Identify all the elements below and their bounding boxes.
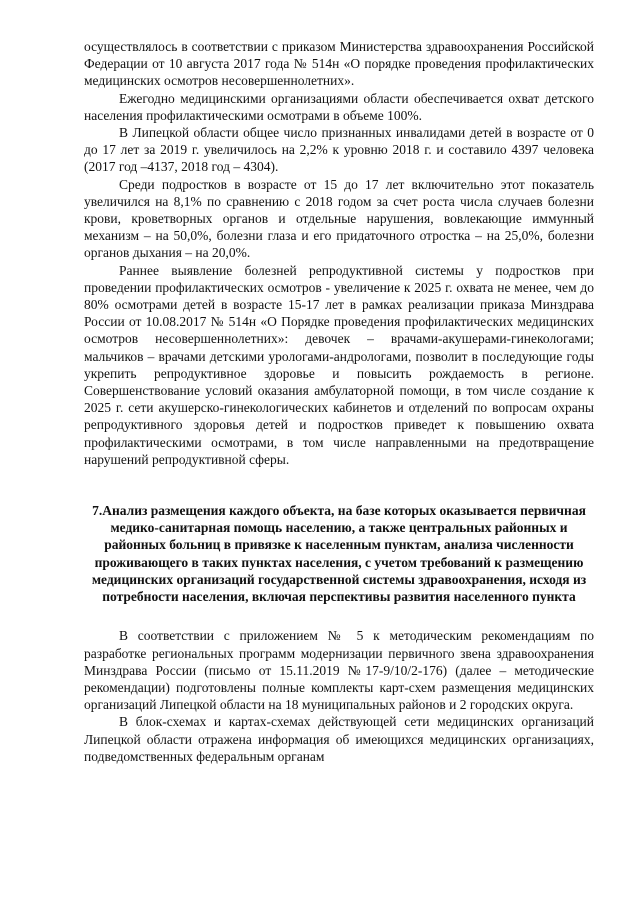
paragraph-methodology: В соответствии с приложением № 5 к методическим рекомендациям по разработке региональных программ модернизации первичного звена здравоохранения Минздрава России (письмо от 15.11.2019 №17-9/10/2-176) (далее – методические рекомендации) подготовлены полные комплекты карт-схем размещения медицинских организаций Липецкой области на 18 муниципальных районов и 2 городских округа. [84, 628, 594, 713]
section-heading: 7.Анализ размещения каждого объекта, на базе которых оказывается первичная медико-санитарная помощь населению, а также центральных районных и районных больниц в привязке к населенным пунктам, анализа численности проживающего в таких пунктах населения, с учетом требований к размещению медицинских организаций государственной системы здравоохранения, исходя из потребности населения, включая перспективы развития населенного пункта [91, 503, 587, 605]
paragraph-coverage: Ежегодно медицинскими организациями области обеспечивается охват детского населения профилактическими осмотрами в объеме 100%. [84, 90, 594, 123]
paragraph-block-diagrams: В блок-схемах и картах-схемах действующей сети медицинских организаций Липецкой области отражена информация об имеющихся медицинских организациях, подведомственных федеральным органам [84, 714, 594, 764]
paragraph-disabled-children: В Липецкой области общее число признанных инвалидами детей в возрасте от 0 до 17 лет за 2019 г. увеличилось на 2,2% к уровню 2018 г. и составило 4397 человека (2017 год –4137, 2018 год – 4304). [84, 125, 594, 175]
document-page [84, 38, 594, 765]
paragraph-continuation: осуществлялось в соответствии с приказом Министерства здравоохранения Российской Федерации от 10 августа 2017 года № 514н «О порядке проведения профилактических медицинских осмотров несовершеннолетних». [84, 39, 594, 89]
paragraph-adolescents: Среди подростков в возрасте от 15 до 17 лет включительно этот показатель увеличился на 8,1% по сравнению с 2018 годом за счет роста числа случаев болезни крови, кроветворных органов и отдельные нарушения, вовлекающие иммунный механизм – на 50,0%, болезни глаза и его придаточного отростка – на 25,0%, болезни органов дыхания – на 20,0%. [84, 176, 594, 261]
paragraph-reproductive-health: Раннее выявление болезней репродуктивной системы у подростков при проведении профилактических осмотров - увеличение к 2025 г. охвата не менее, чем до 80% осмотрами детей в возрасте 15-17 лет в рамках реализации приказа Минздрава России от 10.08.2017 № 514н «О Порядке проведения профилактических медицинских осмотров несовершеннолетних»: девочек – врачами-акушерами-гинекологами; мальчиков – врачами детскими урологами-андрологами, позволит в последующие годы укрепить репродуктивное здоровье и повысить рождаемость в регионе. Совершенствование условий оказания амбулаторной помощи, в том числе создание к 2025 г. сети акушерско-гинекологических кабинетов и отделений по вопросам охраны репродуктивного здоровья детей и подростков приведет к повышению охвата профилактическими осмотрами, в том числе направленными на предотвращение нарушений репродуктивной сферы. [84, 262, 594, 467]
